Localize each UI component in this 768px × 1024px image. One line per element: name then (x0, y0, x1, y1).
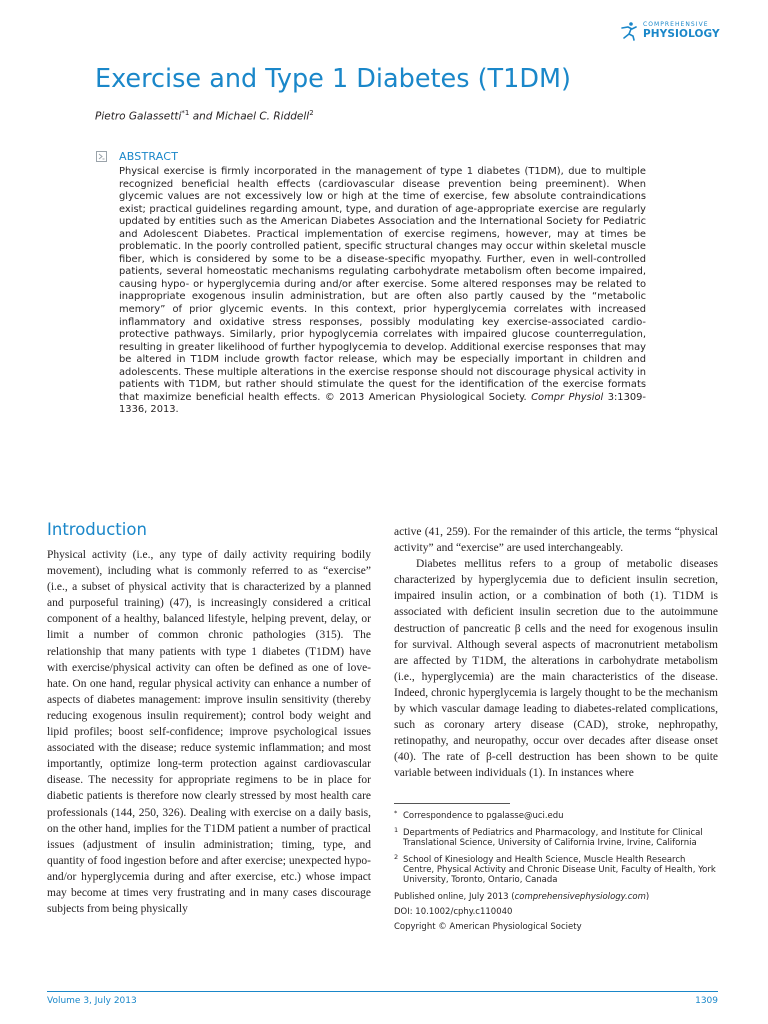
copyright-line: Copyright © American Physiological Society (394, 922, 582, 932)
author-2: Michael C. Riddell (215, 110, 310, 123)
abstract-heading: ABSTRACT (119, 150, 179, 163)
article-title: Exercise and Type 1 Diabetes (T1DM) (95, 64, 571, 94)
published-prefix: Published online, July 2013 ( (394, 892, 515, 902)
author-2-marks: 2 (309, 109, 314, 117)
footer-page-number: 1309 (695, 996, 718, 1006)
footnote-mark: 2 (394, 853, 399, 861)
intro-paragraph-2: Diabetes mellitus refers to a group of metabolic diseases characterized by hyperglycemia due to deficient insulin secretion, impaired insulin action, or a combination of both (1). T1DM is associated with deficient insulin secretion due to the autoimmune destruction of pancreatic β cells and the need for exogenous insulin for survival. Although several aspects of macronutrient metabolism are affected by T1DM, the alterations in carbohydrate metabolism (i.e., hyperglycemia) are the main characteristics of the disease. Indeed, chronic hyperglycemia is largely thought to be the mechanism by which vascular damage leading to diabetes-related complications, such as coronary artery disease (CAD), stroke, nephropathy, retinopathy, and neuropathy, occur over decades after disease onset (40). The rate of β-cell destruction has been shown to be quite variable between individuals (1). In instances where (394, 558, 718, 780)
footer-divider (47, 991, 718, 992)
logo-line-2: PHYSIOLOGY (643, 28, 720, 40)
affiliation-2-text: School of Kinesiology and Health Science, Muscle Health Research Centre, Physical Activity and Chronic Disease Unit, Faculty of Health, York University, Toronto, Ontario, Canada (403, 855, 716, 885)
doi-line[interactable]: DOI: 10.1002/cphy.c110040 (394, 907, 513, 917)
abstract-citation-details: 3:1309-1336, 2013. (119, 391, 646, 416)
abstract-citation-journal: Compr Physiol (531, 391, 604, 403)
intro-paragraph-1-continued: active (41, 259). For the remainder of this article, the terms “physical activity” and “exercise” are used interchangeably. (394, 526, 718, 555)
intro-right-column (394, 524, 718, 782)
published-suffix: ) (645, 892, 650, 902)
footnote-divider (394, 803, 510, 804)
footnote-affiliation-2 (394, 855, 718, 885)
document-toggle-icon[interactable] (96, 151, 107, 162)
published-site-link[interactable]: comprehensivephysiology.com (514, 892, 646, 902)
logo-line-1: COMPREHENSIVE (643, 21, 709, 28)
intro-paragraph-1: Physical activity (i.e., any type of daily activity requiring bodily movement), including what is commonly referred to as “exercise” (i.e., a subset of physical activity that is characterized by a planned and purposeful training) (47), is increasingly considered a critical component of a healthy, balanced lifestyle, helping prevent, delay, or limit a number of common chronic pathologies (315). The relationship that many patients with type 1 diabetes (T1DM) have with exercise/physical activity can often be defined as one of love-hate. On one hand, regular physical activity can enhance a number of aspects of diabetes management: improve insulin sensitivity (thereby reducing exogenous insulin requirement); control body weight and lipid profiles; boost self-confidence; improve psychological issues associated with the disease; reduce systemic inflammation; and most importantly, optimize long-term protection against cardiovascular disease. The necessity for appropriate regimens to be in place for diabetic patients is therefore now clearly stressed by most health care professionals (144, 250, 326). Dealing with exercise on a daily basis, on the other hand, implies for the T1DM patient a number of practical issues (adjustment of insulin administration; timing, type, and quantity of food ingestion before and after exercise; unexpected hypo- and/or hyperglycemia during and after exercise, etc.) whose impact may become at times very frustrating and in many cases discourage subjects from being physically (47, 549, 371, 916)
author-line (95, 106, 314, 124)
journal-logo (620, 20, 718, 42)
running-figure-icon (620, 21, 640, 41)
intro-left-column (47, 547, 371, 917)
footer-volume: Volume 3, July 2013 (47, 996, 137, 1006)
published-line (394, 892, 718, 902)
author-1-marks: *1 (181, 109, 190, 117)
footnote-mark: * (394, 809, 398, 817)
author-1: Pietro Galassetti (95, 110, 182, 123)
footnote-mark: 1 (394, 826, 399, 834)
section-heading-introduction: Introduction (47, 520, 147, 539)
author-connector: and (189, 110, 216, 123)
abstract-text: Physical exercise is firmly incorporated in the management of type 1 diabetes (T1DM), due to multiple recognized beneficial health effects (cardiovascular disease prevention being preeminent). When glycemic values are not excessively low or high at the time of exercise, few absolute contraindications exist; practical guidelines regarding amount, type, and duration of age-appropriate exercise are regularly updated by entities such as the American Diabetes Association and the International Society for Pediatric and Adolescent Diabetes. Practical implementation of exercise regimens, however, may at times be problematic. In the poorly controlled patient, specific structural changes may occur within skeletal muscle fiber, which is considered by some to be a disease-specific myopathy. Further, even in well-controlled patients, several homeostatic mechanisms regulating carbohydrate metabolism often become impaired, causing hypo- or hyperglycemia during and/or after exercise. Some altered responses may be related to inappropriate exogenous insulin administration, but are often also partly caused by the “metabolic memory” of prior glycemic events. In this context, prior hyperglycemia correlates with increased inflammatory and oxidative stress responses, possibly modulating key exercise-associated cardio-protective pathways. Similarly, prior hypoglycemia correlates with impaired glucose counterregulation, resulting in greater likelihood of further hypoglycemia to develop. Additional exercise responses that may be altered in T1DM include growth factor release, which may be especially important in children and adolescents. These multiple alterations in the exercise response should not discourage physical activity in patients with T1DM, but rather should stimulate the quest for the identification of the exercise formats that maximize beneficial health effects. © 2013 American Physiological Society. (119, 166, 646, 403)
footnote-affiliation-1 (394, 828, 718, 848)
affiliation-1-text: Departments of Pediatrics and Pharmacology, and Institute for Clinical Translational Science, University of California Irvine, Irvine, California (403, 828, 703, 848)
correspondence-text[interactable]: Correspondence to pgalasse@uci.edu (403, 811, 564, 821)
footnote-correspondence (394, 811, 718, 821)
footnotes (394, 811, 718, 937)
abstract-body (119, 166, 646, 417)
